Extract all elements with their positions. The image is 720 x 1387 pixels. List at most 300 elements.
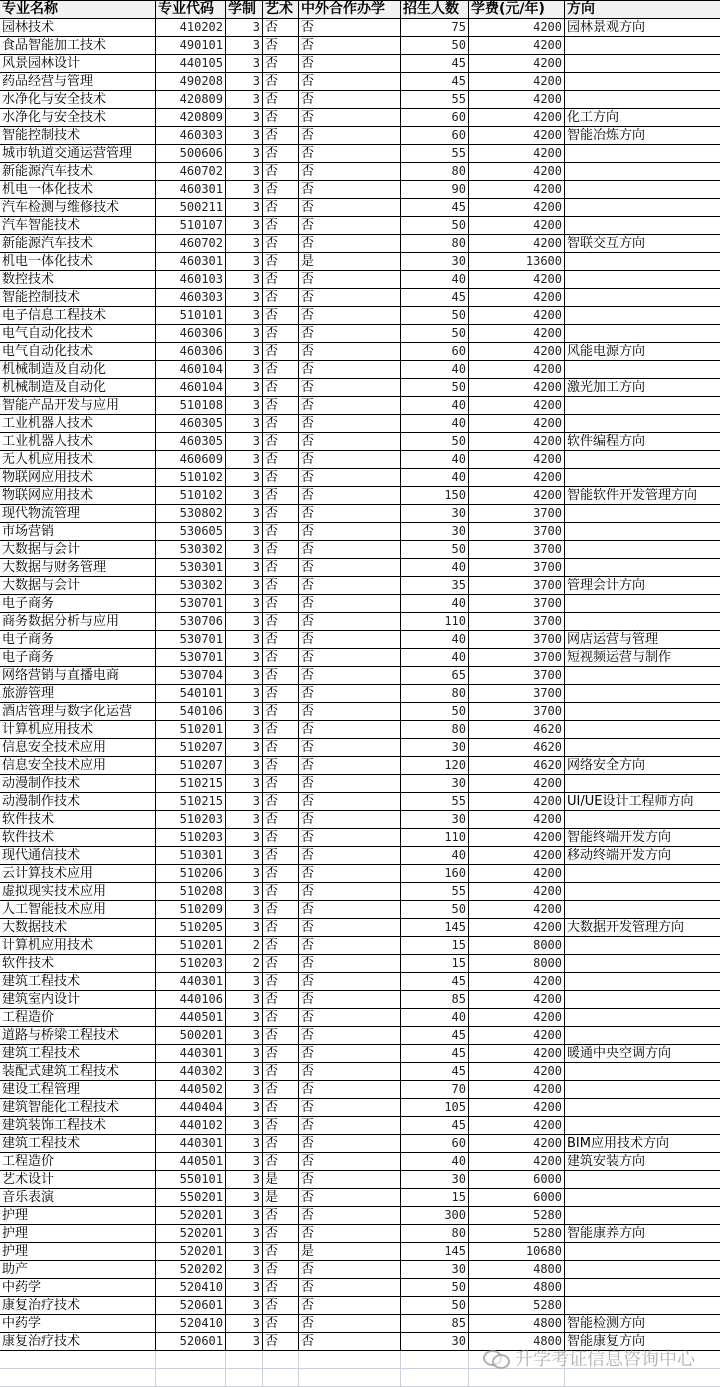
cell-art: 否 (263, 37, 299, 55)
cell-major-code: 510201 (156, 721, 226, 739)
cell-direction (565, 1009, 720, 1027)
cell-tuition: 3700 (469, 631, 565, 649)
cell-direction (565, 325, 720, 343)
cell-tuition: 3700 (469, 685, 565, 703)
cell-sino-foreign: 否 (299, 379, 401, 397)
cell-years: 3 (226, 1297, 263, 1315)
cell-years: 3 (226, 361, 263, 379)
cell-tuition: 3700 (469, 649, 565, 667)
table-row (0, 595, 720, 613)
cell-art: 否 (263, 955, 299, 973)
cell-tuition: 3700 (469, 613, 565, 631)
cell-direction (565, 973, 720, 991)
cell-tuition: 4200 (469, 991, 565, 1009)
cell-years: 3 (226, 1153, 263, 1171)
table-row (0, 523, 720, 541)
cell-major-name: 护理 (0, 1243, 156, 1261)
cell-tuition: 4200 (469, 217, 565, 235)
cell-years: 3 (226, 883, 263, 901)
cell-major-name: 中药学 (0, 1315, 156, 1333)
table-row (0, 55, 720, 73)
cell-direction (565, 667, 720, 685)
cell-major-code: 440302 (156, 1063, 226, 1081)
cell-sino-foreign: 否 (299, 775, 401, 793)
cell-enrollment: 45 (401, 1045, 469, 1063)
cell-major-code: 510107 (156, 217, 226, 235)
table-row (0, 19, 720, 37)
cell-major-code: 460305 (156, 433, 226, 451)
table-row (0, 1027, 720, 1045)
cell-sino-foreign: 否 (299, 361, 401, 379)
cell-major-name: 大数据与会计 (0, 577, 156, 595)
cell-years: 3 (226, 739, 263, 757)
cell-years: 3 (226, 217, 263, 235)
cell-sino-foreign: 是 (299, 1243, 401, 1261)
table-row (0, 901, 720, 919)
cell-sino-foreign: 否 (299, 685, 401, 703)
cell-years: 3 (226, 1189, 263, 1207)
table-row (0, 973, 720, 991)
cell-major-code: 520201 (156, 1207, 226, 1225)
cell-enrollment: 50 (401, 541, 469, 559)
table-row (0, 757, 720, 775)
cell-major-code: 530605 (156, 523, 226, 541)
cell-tuition: 4200 (469, 73, 565, 91)
cell-major-code: 420809 (156, 91, 226, 109)
cell-enrollment: 45 (401, 289, 469, 307)
cell-enrollment: 80 (401, 721, 469, 739)
cell-art: 否 (263, 1063, 299, 1081)
cell-major-name: 动漫制作技术 (0, 793, 156, 811)
cell-major-name: 机械制造及自动化 (0, 379, 156, 397)
cell-art: 否 (263, 181, 299, 199)
cell-art: 否 (263, 487, 299, 505)
cell-years: 3 (226, 793, 263, 811)
cell-sino-foreign: 否 (299, 1153, 401, 1171)
table-row (0, 541, 720, 559)
cell-major-code: 440301 (156, 1135, 226, 1153)
cell-direction (565, 145, 720, 163)
cell-major-name: 大数据与财务管理 (0, 559, 156, 577)
table-row (0, 73, 720, 91)
cell-art: 否 (263, 109, 299, 127)
cell-direction (565, 307, 720, 325)
cell-direction (565, 1261, 720, 1279)
cell-art: 否 (263, 433, 299, 451)
cell-years: 3 (226, 163, 263, 181)
cell-art: 否 (263, 397, 299, 415)
cell-art: 否 (263, 1225, 299, 1243)
cell-major-name: 智能控制技术 (0, 289, 156, 307)
cell-years: 3 (226, 271, 263, 289)
cell-major-code: 410202 (156, 19, 226, 37)
cell-sino-foreign: 否 (299, 829, 401, 847)
cell-art: 否 (263, 1279, 299, 1297)
cell-years: 3 (226, 19, 263, 37)
cell-enrollment: 85 (401, 991, 469, 1009)
cell-art: 否 (263, 91, 299, 109)
cell-sino-foreign: 否 (299, 1009, 401, 1027)
cell-major-code: 530706 (156, 613, 226, 631)
cell-years: 3 (226, 127, 263, 145)
cell-art: 否 (263, 649, 299, 667)
cell-major-name: 电气自动化技术 (0, 325, 156, 343)
cell-direction (565, 253, 720, 271)
cell-major-name: 新能源汽车技术 (0, 163, 156, 181)
table-row (0, 1045, 720, 1063)
cell-art: 否 (263, 829, 299, 847)
cell-major-code: 510108 (156, 397, 226, 415)
cell-sino-foreign: 否 (299, 55, 401, 73)
cell-major-code: 550101 (156, 1171, 226, 1189)
cell-major-name: 软件技术 (0, 955, 156, 973)
cell-enrollment: 15 (401, 1189, 469, 1207)
empty-row (0, 1369, 720, 1387)
cell-sino-foreign: 否 (299, 1135, 401, 1153)
empty-cell (0, 1351, 156, 1369)
cell-direction (565, 361, 720, 379)
cell-sino-foreign: 否 (299, 793, 401, 811)
cell-art: 否 (263, 145, 299, 163)
cell-enrollment: 50 (401, 901, 469, 919)
cell-major-code: 440501 (156, 1009, 226, 1027)
cell-art: 否 (263, 1315, 299, 1333)
cell-art: 否 (263, 217, 299, 235)
cell-major-name: 智能产品开发与应用 (0, 397, 156, 415)
cell-tuition: 4800 (469, 1261, 565, 1279)
cell-tuition: 4200 (469, 829, 565, 847)
cell-sino-foreign: 否 (299, 415, 401, 433)
table-row (0, 325, 720, 343)
cell-years: 3 (226, 703, 263, 721)
cell-art: 否 (263, 757, 299, 775)
cell-direction: 移动终端开发方向 (565, 847, 720, 865)
cell-tuition: 4200 (469, 1045, 565, 1063)
empty-cell (469, 1369, 565, 1387)
cell-art: 否 (263, 811, 299, 829)
cell-direction: 暖通中央空调方向 (565, 1045, 720, 1063)
table-row (0, 127, 720, 145)
cell-direction: 激光加工方向 (565, 379, 720, 397)
cell-major-code: 420809 (156, 109, 226, 127)
table-row (0, 469, 720, 487)
cell-direction: 智联交互方向 (565, 235, 720, 253)
cell-art: 否 (263, 1045, 299, 1063)
cell-enrollment: 30 (401, 253, 469, 271)
cell-enrollment: 55 (401, 145, 469, 163)
cell-direction (565, 721, 720, 739)
cell-major-code: 440501 (156, 1153, 226, 1171)
header-direction: 方向 (565, 1, 720, 19)
cell-enrollment: 75 (401, 19, 469, 37)
empty-row (0, 1351, 720, 1369)
cell-years: 3 (226, 829, 263, 847)
table-row (0, 1171, 720, 1189)
cell-years: 3 (226, 721, 263, 739)
cell-major-name: 建筑工程技术 (0, 973, 156, 991)
cell-sino-foreign: 否 (299, 613, 401, 631)
cell-major-name: 人工智能技术应用 (0, 901, 156, 919)
cell-major-name: 物联网应用技术 (0, 469, 156, 487)
cell-art: 否 (263, 991, 299, 1009)
table-row (0, 1081, 720, 1099)
cell-tuition: 4200 (469, 271, 565, 289)
cell-art: 否 (263, 1135, 299, 1153)
cell-enrollment: 50 (401, 325, 469, 343)
cell-direction (565, 1279, 720, 1297)
cell-art: 否 (263, 1081, 299, 1099)
cell-sino-foreign: 否 (299, 1225, 401, 1243)
cell-major-code: 510209 (156, 901, 226, 919)
cell-enrollment: 60 (401, 1135, 469, 1153)
cell-art: 否 (263, 1207, 299, 1225)
cell-tuition: 4200 (469, 793, 565, 811)
cell-sino-foreign: 否 (299, 883, 401, 901)
cell-tuition: 4200 (469, 1027, 565, 1045)
cell-tuition: 4200 (469, 1009, 565, 1027)
table-row (0, 721, 720, 739)
empty-cell (263, 1369, 299, 1387)
cell-direction (565, 955, 720, 973)
cell-sino-foreign: 否 (299, 703, 401, 721)
cell-enrollment: 70 (401, 1081, 469, 1099)
cell-direction (565, 865, 720, 883)
table-row (0, 703, 720, 721)
cell-major-name: 水净化与安全技术 (0, 91, 156, 109)
cell-art: 否 (263, 541, 299, 559)
cell-major-name: 旅游管理 (0, 685, 156, 703)
cell-major-name: 建筑工程技术 (0, 1045, 156, 1063)
cell-tuition: 4200 (469, 181, 565, 199)
cell-tuition: 13600 (469, 253, 565, 271)
cell-tuition: 4200 (469, 469, 565, 487)
cell-major-code: 530701 (156, 631, 226, 649)
cell-major-code: 510201 (156, 937, 226, 955)
table-row (0, 1063, 720, 1081)
cell-enrollment: 40 (401, 1009, 469, 1027)
cell-major-name: 物联网应用技术 (0, 487, 156, 505)
cell-enrollment: 45 (401, 73, 469, 91)
cell-sino-foreign: 否 (299, 595, 401, 613)
cell-tuition: 4800 (469, 1315, 565, 1333)
cell-years: 3 (226, 757, 263, 775)
cell-direction: 智能康养方向 (565, 1225, 720, 1243)
cell-art: 否 (263, 289, 299, 307)
cell-major-name: 工业机器人技术 (0, 415, 156, 433)
cell-art: 否 (263, 631, 299, 649)
cell-art: 否 (263, 1009, 299, 1027)
cell-direction: BIM应用技术方向 (565, 1135, 720, 1153)
cell-enrollment: 50 (401, 1279, 469, 1297)
cell-tuition: 4200 (469, 109, 565, 127)
cell-major-code: 520410 (156, 1315, 226, 1333)
cell-enrollment: 45 (401, 1027, 469, 1045)
cell-years: 3 (226, 1027, 263, 1045)
cell-direction: UI/UE设计工程师方向 (565, 793, 720, 811)
cell-art: 否 (263, 667, 299, 685)
cell-enrollment: 60 (401, 127, 469, 145)
cell-enrollment: 55 (401, 883, 469, 901)
cell-direction (565, 703, 720, 721)
cell-major-code: 530701 (156, 649, 226, 667)
cell-direction (565, 91, 720, 109)
empty-cell (401, 1351, 469, 1369)
cell-enrollment: 50 (401, 307, 469, 325)
cell-major-name: 数控技术 (0, 271, 156, 289)
cell-sino-foreign: 否 (299, 109, 401, 127)
cell-years: 3 (226, 145, 263, 163)
cell-major-name: 康复治疗技术 (0, 1297, 156, 1315)
cell-enrollment: 80 (401, 235, 469, 253)
table-row (0, 451, 720, 469)
table-row (0, 1099, 720, 1117)
cell-art: 否 (263, 919, 299, 937)
cell-sino-foreign: 否 (299, 1099, 401, 1117)
cell-art: 否 (263, 163, 299, 181)
cell-direction (565, 397, 720, 415)
table-row (0, 163, 720, 181)
cell-enrollment: 40 (401, 631, 469, 649)
cell-sino-foreign: 否 (299, 919, 401, 937)
cell-years: 3 (226, 901, 263, 919)
cell-major-name: 建筑装饰工程技术 (0, 1117, 156, 1135)
table-row (0, 685, 720, 703)
empty-cell (469, 1351, 565, 1369)
cell-enrollment: 30 (401, 739, 469, 757)
cell-major-code: 460301 (156, 181, 226, 199)
cell-major-code: 460702 (156, 235, 226, 253)
cell-years: 3 (226, 1333, 263, 1351)
cell-art: 否 (263, 1261, 299, 1279)
cell-art: 否 (263, 613, 299, 631)
cell-years: 3 (226, 451, 263, 469)
cell-enrollment: 145 (401, 919, 469, 937)
cell-major-code: 440502 (156, 1081, 226, 1099)
cell-major-code: 440102 (156, 1117, 226, 1135)
watermark-text: 升学考证信息咨询中心 (515, 1349, 695, 1370)
cell-art: 否 (263, 883, 299, 901)
cell-tuition: 4200 (469, 325, 565, 343)
cell-art: 否 (263, 1027, 299, 1045)
table-row (0, 991, 720, 1009)
table-row (0, 577, 720, 595)
cell-art: 否 (263, 901, 299, 919)
cell-enrollment: 145 (401, 1243, 469, 1261)
table-row (0, 1225, 720, 1243)
cell-art: 否 (263, 451, 299, 469)
cell-major-code: 460702 (156, 163, 226, 181)
cell-years: 3 (226, 685, 263, 703)
cell-direction (565, 199, 720, 217)
cell-sino-foreign: 否 (299, 1279, 401, 1297)
cell-direction: 智能软件开发管理方向 (565, 487, 720, 505)
cell-major-name: 康复治疗技术 (0, 1333, 156, 1351)
cell-sino-foreign: 否 (299, 1117, 401, 1135)
cell-major-name: 水净化与安全技术 (0, 109, 156, 127)
cell-sino-foreign: 否 (299, 127, 401, 145)
cell-major-code: 500211 (156, 199, 226, 217)
cell-major-code: 510205 (156, 919, 226, 937)
cell-tuition: 4200 (469, 973, 565, 991)
table-row (0, 415, 720, 433)
cell-direction (565, 1243, 720, 1261)
empty-cell (0, 1369, 156, 1387)
table-row (0, 1297, 720, 1315)
cell-art: 否 (263, 1243, 299, 1261)
cell-art: 否 (263, 973, 299, 991)
cell-direction (565, 685, 720, 703)
cell-major-name: 艺术设计 (0, 1171, 156, 1189)
cell-sino-foreign: 否 (299, 289, 401, 307)
table-row (0, 847, 720, 865)
cell-major-name: 云计算技术应用 (0, 865, 156, 883)
cell-direction (565, 55, 720, 73)
cell-major-name: 计算机应用技术 (0, 721, 156, 739)
table-row (0, 379, 720, 397)
empty-cell (263, 1351, 299, 1369)
cell-tuition: 4200 (469, 361, 565, 379)
cell-major-name: 电子商务 (0, 649, 156, 667)
cell-tuition: 4200 (469, 901, 565, 919)
cell-art: 否 (263, 703, 299, 721)
cell-sino-foreign: 否 (299, 433, 401, 451)
cell-major-name: 信息安全技术应用 (0, 757, 156, 775)
cell-direction: 网店运营与管理 (565, 631, 720, 649)
cell-tuition: 3700 (469, 703, 565, 721)
cell-tuition: 8000 (469, 955, 565, 973)
cell-major-code: 460305 (156, 415, 226, 433)
cell-major-name: 信息安全技术应用 (0, 739, 156, 757)
table-row (0, 361, 720, 379)
cell-art: 否 (263, 73, 299, 91)
cell-art: 否 (263, 55, 299, 73)
cell-tuition: 4200 (469, 1063, 565, 1081)
cell-major-code: 520201 (156, 1243, 226, 1261)
cell-direction (565, 505, 720, 523)
empty-cell (156, 1369, 226, 1387)
cell-direction (565, 613, 720, 631)
cell-direction (565, 469, 720, 487)
cell-tuition: 4200 (469, 919, 565, 937)
cell-major-name: 软件技术 (0, 811, 156, 829)
empty-cell (226, 1369, 263, 1387)
cell-years: 3 (226, 253, 263, 271)
header-years: 学制 (226, 1, 263, 19)
cell-art: 否 (263, 559, 299, 577)
cell-major-code: 530704 (156, 667, 226, 685)
cell-sino-foreign: 否 (299, 505, 401, 523)
cell-major-code: 440105 (156, 55, 226, 73)
cell-enrollment: 50 (401, 37, 469, 55)
cell-art: 否 (263, 505, 299, 523)
cell-major-name: 商务数据分析与应用 (0, 613, 156, 631)
cell-enrollment: 30 (401, 505, 469, 523)
cell-years: 3 (226, 775, 263, 793)
empty-cell (565, 1351, 720, 1369)
cell-enrollment: 80 (401, 163, 469, 181)
cell-enrollment: 30 (401, 811, 469, 829)
cell-enrollment: 40 (401, 595, 469, 613)
cell-years: 3 (226, 469, 263, 487)
cell-direction: 智能检测方向 (565, 1315, 720, 1333)
cell-sino-foreign: 否 (299, 217, 401, 235)
cell-years: 3 (226, 1243, 263, 1261)
cell-sino-foreign: 否 (299, 811, 401, 829)
cell-tuition: 4200 (469, 55, 565, 73)
cell-years: 3 (226, 325, 263, 343)
cell-enrollment: 40 (401, 649, 469, 667)
table-row (0, 1189, 720, 1207)
